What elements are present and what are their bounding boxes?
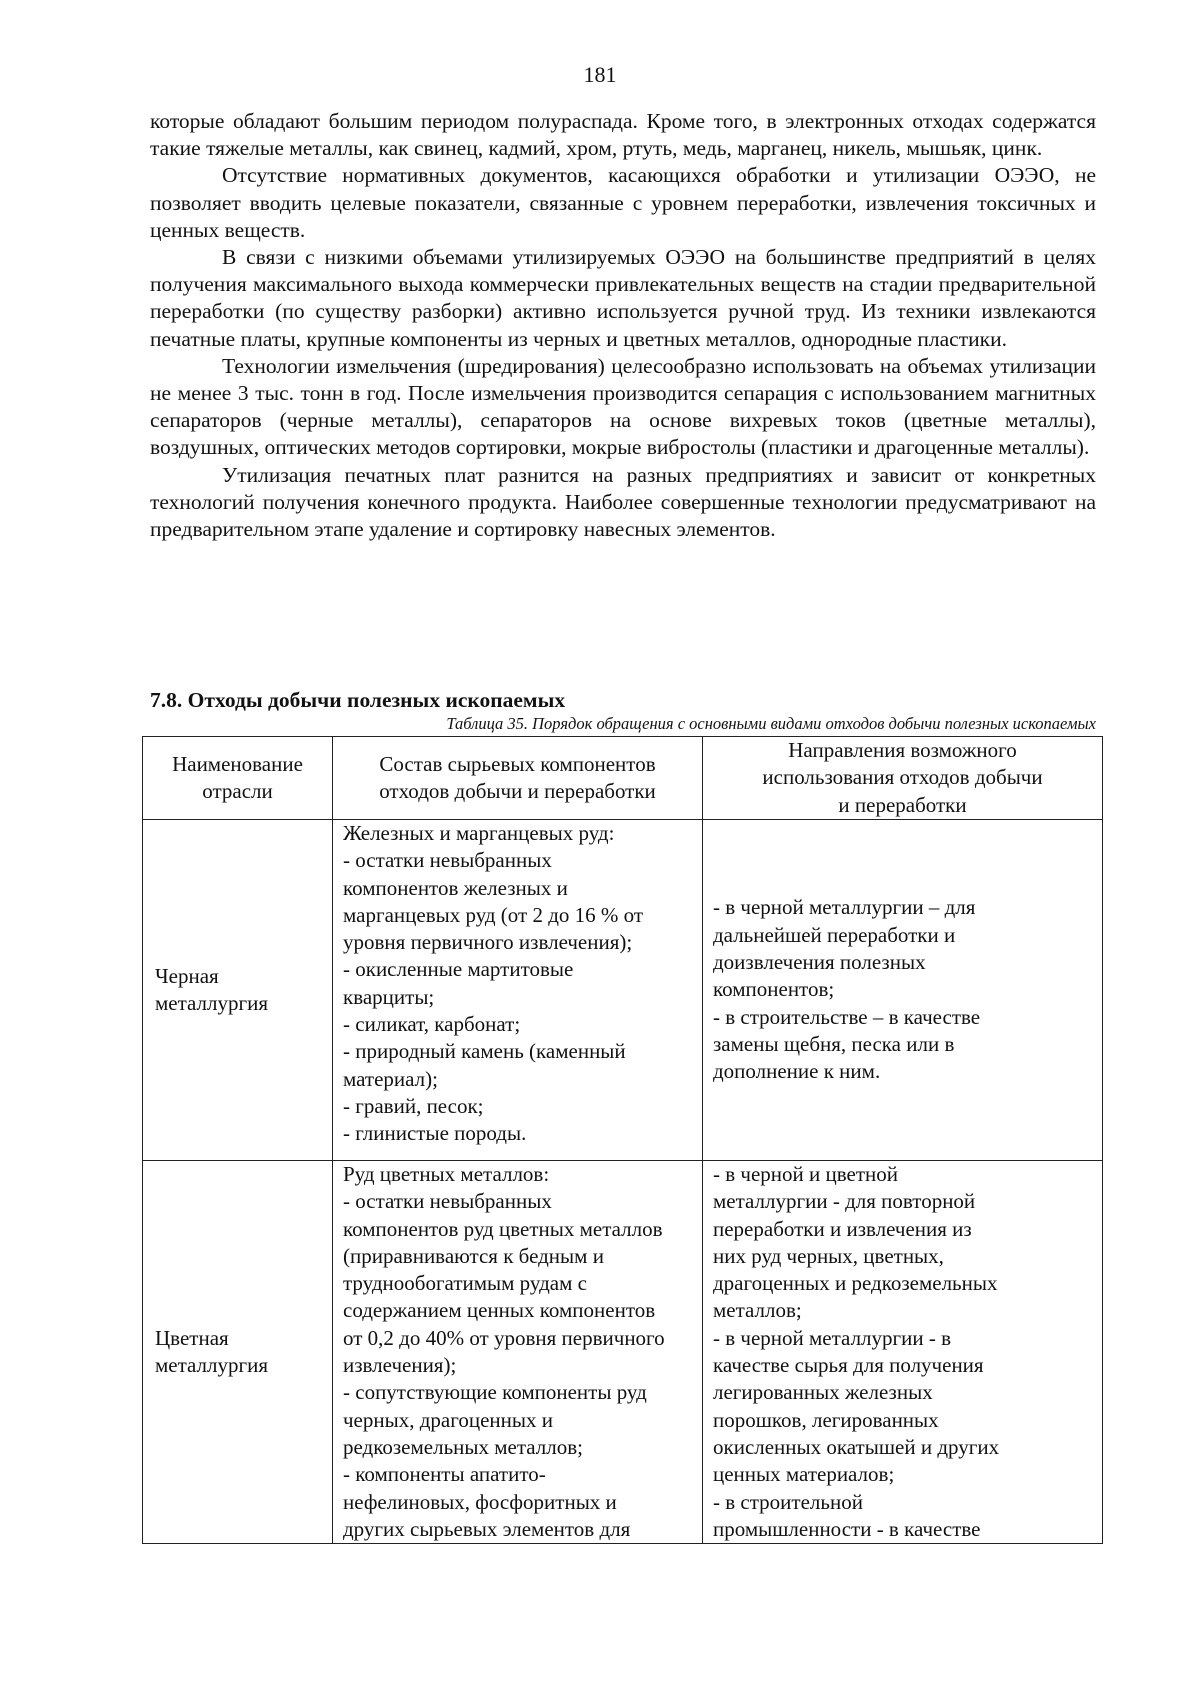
header-composition: Состав сырьевых компонентов отходов добычи и переработки xyxy=(333,737,703,820)
table-header-row xyxy=(143,737,1103,820)
cell-usage: - в черной и цветной металлургии - для повторной переработки и извлечения из них руд черных, цветных, драгоценных и редкоземельных металлов; - в черной металлургии - в качестве сырья для получения легированных железных порошков, легированных окисленных окатышей и других ценных материалов; - в строительной промышленности - в качестве xyxy=(703,1161,1103,1544)
body-text xyxy=(150,108,1096,543)
paragraph: В связи с низкими объемами утилизируемых ОЭЭО на большинстве предприятий в целях получения максимального выхода коммерчески привлекательных веществ на стадии предварительной переработки (по существу разборки) активно используется ручной труд. Из техники извлекаются печатные платы, крупные компоненты из черных и цветных металлов, однородные пластики. xyxy=(150,245,1096,351)
paragraph: Технологии измельчения (шредирования) целесообразно использовать на объемах утилизации не менее 3 тыс. тонн в год. После измельчения производится сепарация с использованием магнитных сепараторов (черные металлы), сепараторов на основе вихревых токов (цветные металлы), воздушных, оптических методов сортировки, мокрые вибростолы (пластики и драгоценные металлы). xyxy=(150,353,1096,460)
paragraph: которые обладают большим периодом полураспада. Кроме того, в электронных отходах содержатся такие тяжелые металлы, как свинец, кадмий, хром, ртуть, медь, марганец, никель, мышьяк, цинк. xyxy=(150,109,1096,161)
paragraph: Утилизация печатных плат разнится на разных предприятиях и зависит от конкретных технологий получения конечного продукта. Наиболее совершенные технологии предусматривают на предварительном этапе удаление и сортировку навесных элементов. xyxy=(150,462,1096,542)
cell-industry: Цветная металлургия xyxy=(143,1161,333,1544)
header-usage: Направления возможного использования отходов добычи и переработки xyxy=(703,737,1103,820)
cell-composition: Руд цветных металлов: - остатки невыбранных компонентов руд цветных металлов (приравниваются к бедным и труднообогатимым рудам с содержанием ценных компонентов от 0,2 до 40% от уровня первичного извлечения); - сопутствующие компоненты руд черных, драгоценных и редкоземельных металлов; - компоненты апатито- нефелиновых, фосфоритных и других сырьевых элементов для xyxy=(333,1161,703,1544)
cell-usage: - в черной металлургии – для дальнейшей переработки и доизвлечения полезных компонентов; - в строительстве – в качестве замены щебня, песка или в дополнение к ним. xyxy=(703,820,1103,1161)
page-number: 181 xyxy=(583,62,617,87)
section-title: 7.8. Отходы добычи полезных ископаемых xyxy=(150,688,566,712)
table-caption: Таблица 35. Порядок обращения с основными видами отходов добычи полезных ископаемых xyxy=(446,714,1096,733)
waste-table xyxy=(142,736,1103,1544)
header-industry: Наименование отрасли xyxy=(143,737,333,820)
cell-composition: Железных и марганцевых руд: - остатки невыбранных компонентов железных и марганцевых руд (от 2 до 16 % от уровня первичного извлечения); - окисленные мартитовые кварциты; - силикат, карбонат; - природный камень (каменный материал); - гравий, песок; - глинистые породы. xyxy=(333,820,703,1161)
table-row xyxy=(143,1161,1103,1544)
cell-industry: Черная металлургия xyxy=(143,820,333,1161)
paragraph: Отсутствие нормативных документов, касающихся обработки и утилизации ОЭЭО, не позволяет вводить целевые показатели, связанные с уровнем переработки, извлечения токсичных и ценных веществ. xyxy=(150,163,1096,242)
table-row xyxy=(143,820,1103,1161)
